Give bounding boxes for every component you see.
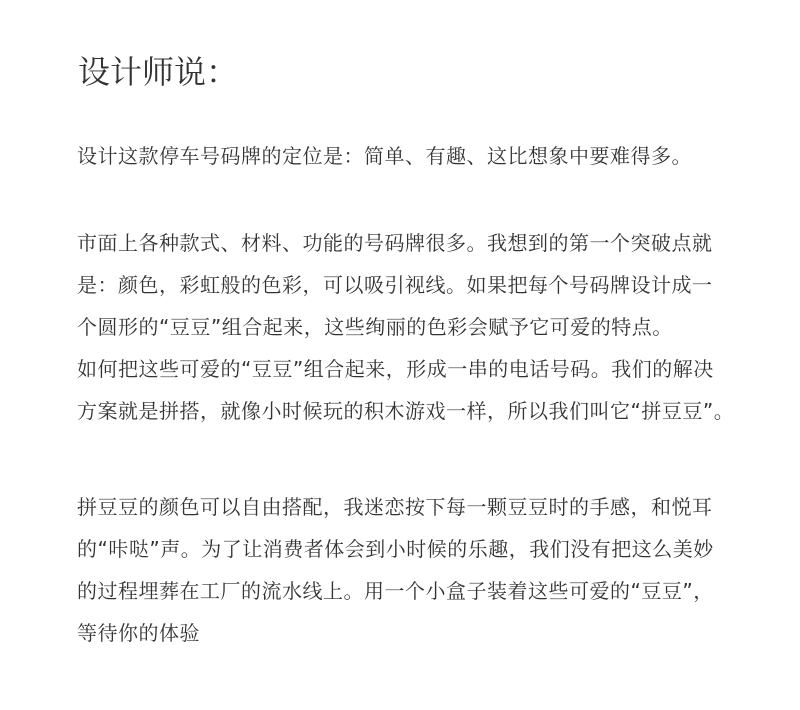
paragraph-1-line: 个圆形的“豆豆”组合起来，这些绚丽的色彩会赋予它可爱的特点。: [77, 315, 673, 339]
paragraph-1-line: 如何把这些可爱的“豆豆”组合起来，形成一串的电话号码。我们的解决: [77, 357, 714, 381]
paragraph-2-line: 等待你的体验: [77, 621, 200, 645]
paragraph-2-line: 拼豆豆的颜色可以自由搭配，我迷恋按下每一颗豆豆时的手感，和悦耳: [77, 495, 713, 519]
paragraph-1-line: 是：颜色，彩虹般的色彩，可以吸引视线。如果把每个号码牌设计成一: [77, 273, 713, 297]
paragraph-1-line: 方案就是拼搭，就像小时候玩的积木游戏一样，所以我们叫它“拼豆豆”。: [77, 399, 735, 423]
paragraph-1-line: 市面上各种款式、材料、功能的号码牌很多。我想到的第一个突破点就: [77, 231, 713, 255]
article-title: 设计师说：: [78, 53, 239, 91]
paragraph-2-line: 的过程埋葬在工厂的流水线上。用一个小盒子装着这些可爱的“豆豆”，: [77, 579, 714, 603]
paragraph-2-line: 的“咔哒”声。为了让消费者体会到小时候的乐趣，我们没有把这么美妙: [77, 537, 714, 561]
lead-paragraph: 设计这款停车号码牌的定位是：简单、有趣、这比想象中要难得多。: [77, 144, 692, 168]
